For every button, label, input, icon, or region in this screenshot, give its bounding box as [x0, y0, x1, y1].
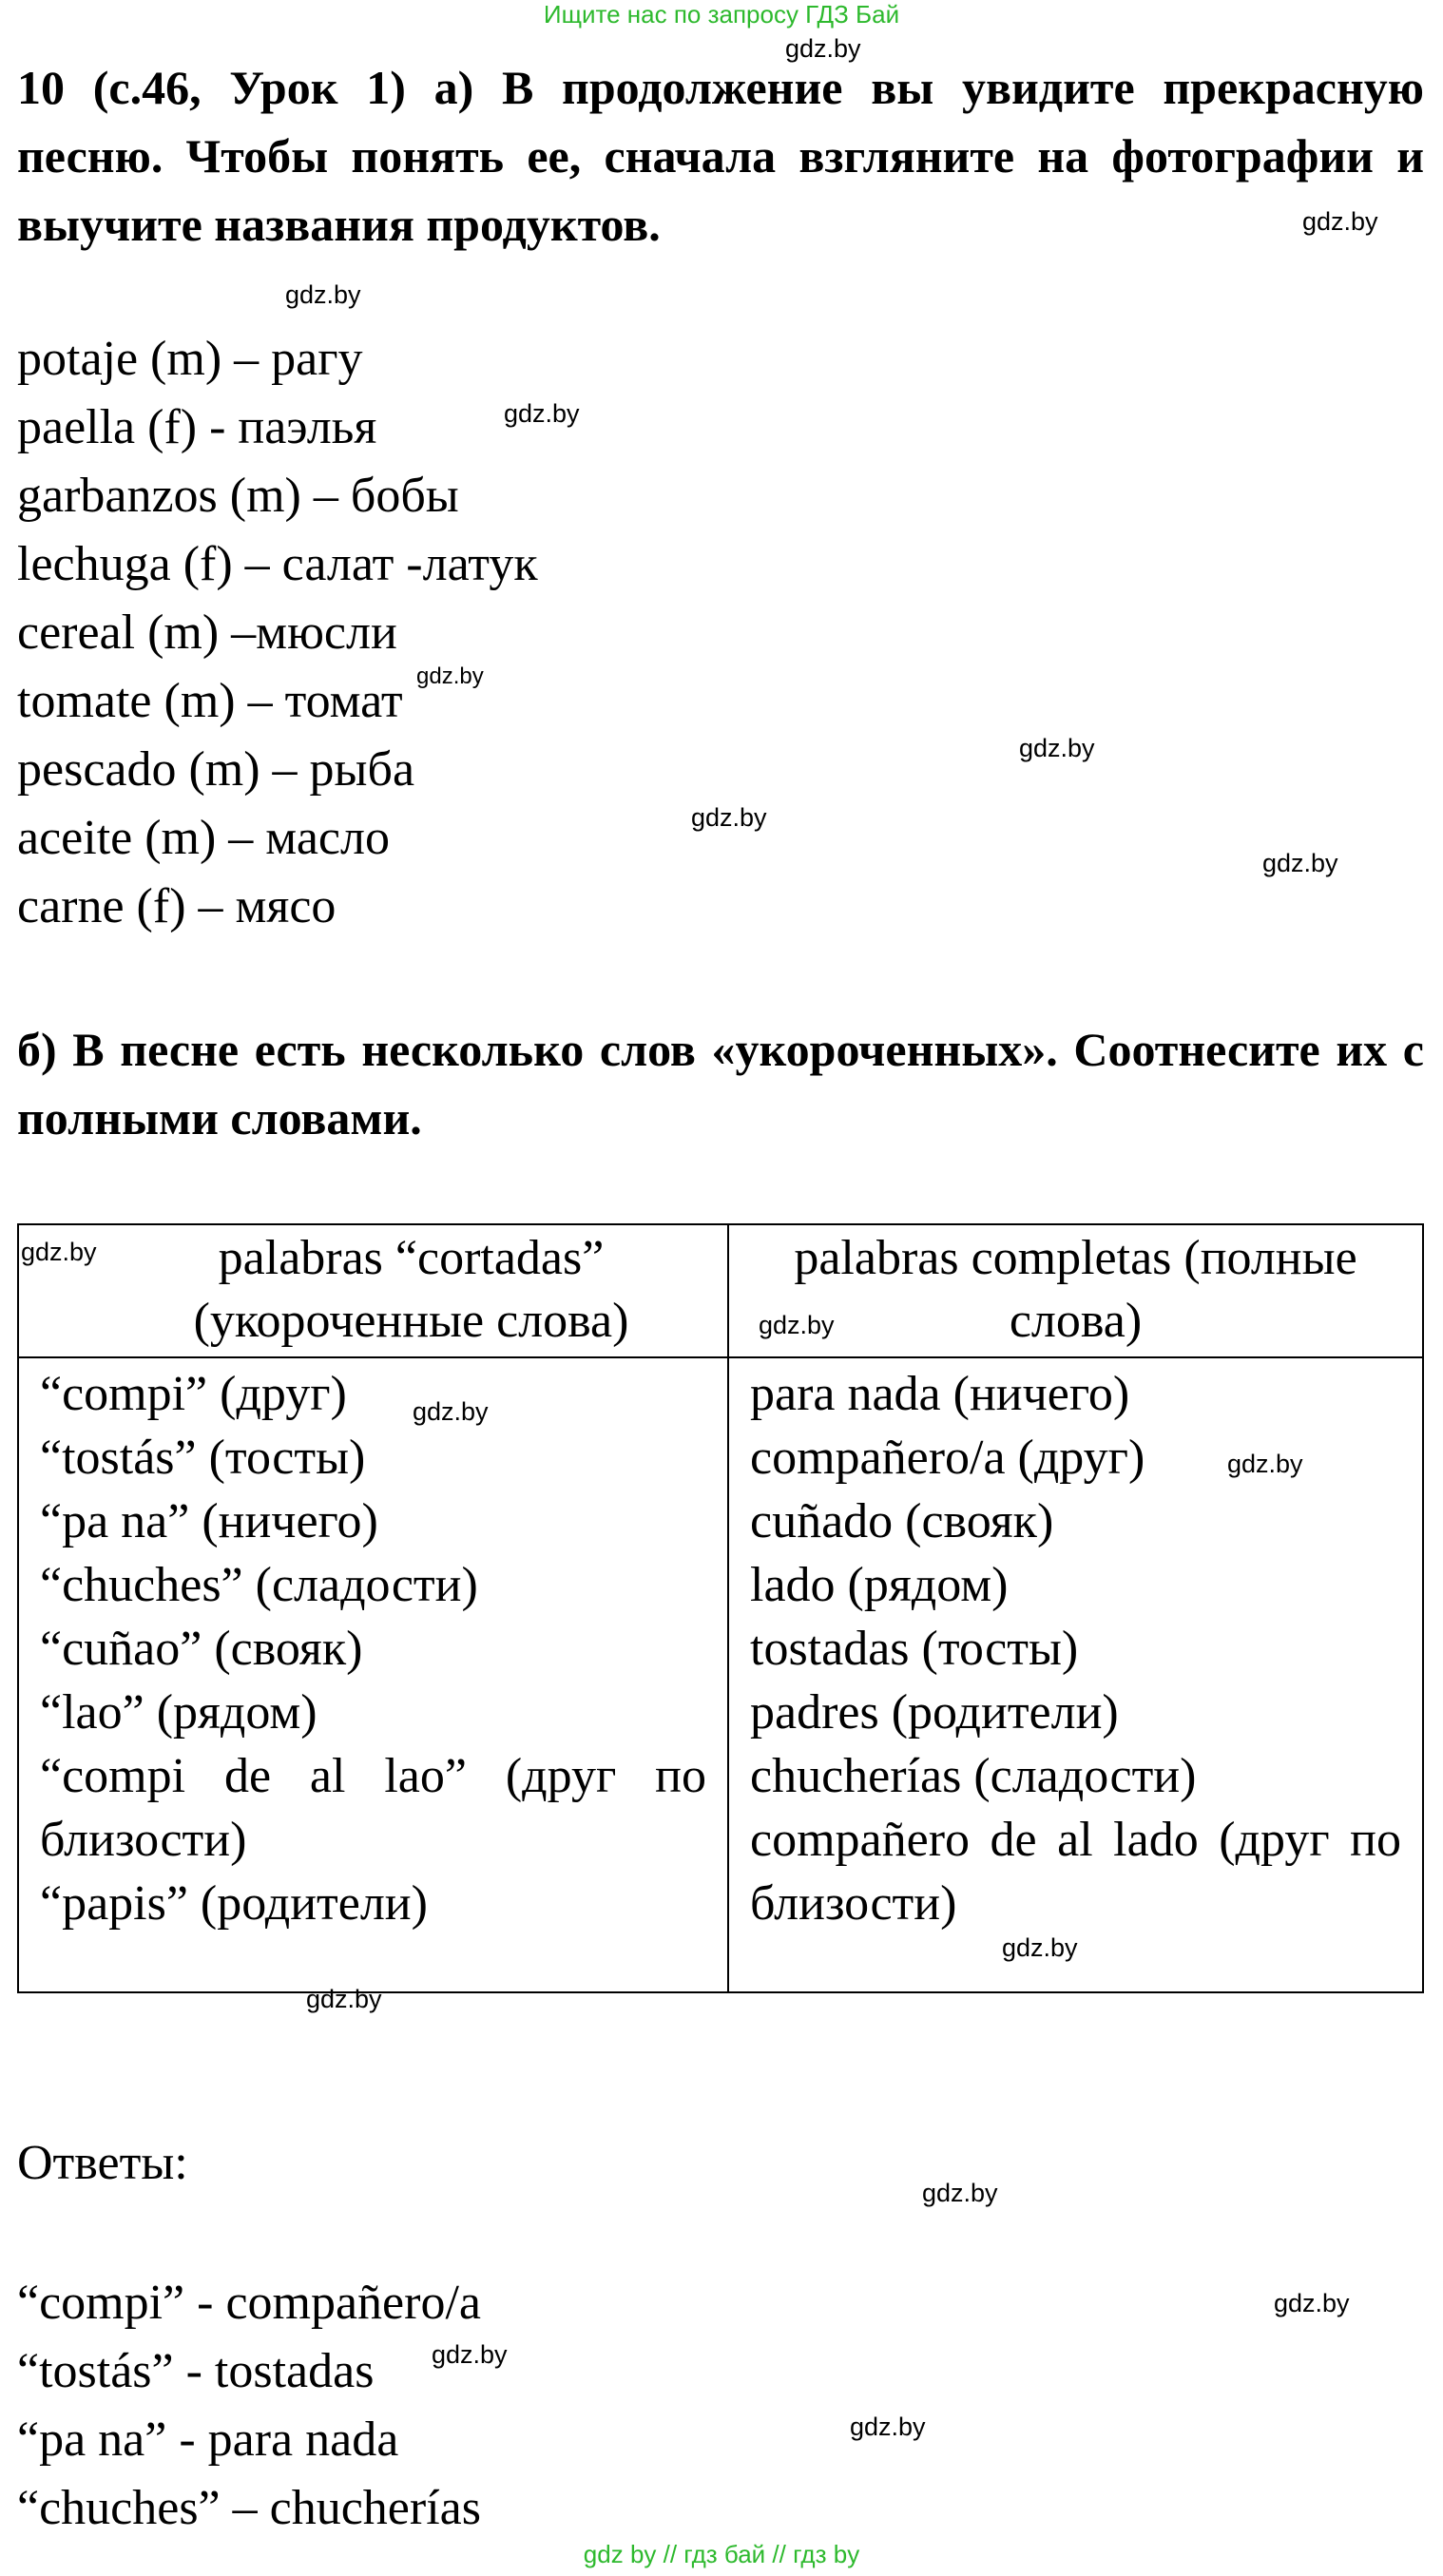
full-word: para nada (ничего) [750, 1367, 1130, 1421]
watermark: gdz.by [691, 803, 767, 832]
full-word: lado (рядом) [750, 1558, 1009, 1612]
shortened-word: “cuñao” (свояк) [40, 1622, 363, 1676]
matching-table [17, 1223, 1424, 1993]
vocab-item: tomate (m) – томат [17, 674, 403, 728]
shortened-word: “pa na” (ничего) [40, 1494, 378, 1548]
vocab-item: lechuga (f) – салат -латук [17, 537, 538, 591]
vocab-item: paella (f) - паэлья [17, 400, 377, 454]
answer-item: “chuches” – chucherías [17, 2481, 481, 2535]
answer-item: “compi” - compañero/a [17, 2276, 481, 2330]
answer-item: “pa na” - para nada [17, 2413, 399, 2467]
full-word: padres (родители) [750, 1685, 1119, 1740]
watermark: gdz.by [413, 1397, 489, 1426]
task-b-heading: б) В песне есть несколько слов «укороченных». Соотнесите их с полными словами. [17, 1023, 1424, 1144]
full-word: compañero/a (друг) [750, 1431, 1145, 1485]
vocab-item: garbanzos (m) – бобы [17, 469, 459, 523]
full-word: compañero de al lado (друг по близости) [750, 1813, 1401, 1931]
vocab-item: pescado (m) – рыба [17, 742, 415, 797]
shortened-word: “compi de al lao” (друг по близости) [40, 1749, 706, 1867]
full-word: tostadas (тосты) [750, 1622, 1079, 1676]
watermark: gdz.by [504, 399, 580, 428]
watermark: gdz.by [432, 2340, 508, 2369]
col2-cell [728, 1357, 1423, 1992]
watermark: gdz.by [1274, 2289, 1350, 2317]
watermark: gdz.by [21, 1238, 97, 1266]
task-a-heading: 10 (с.46, Урок 1) а) В продолжение вы увидите прекрасную песню. Чтобы понять ее, сначала взгляните на фотографии и выучите названия продуктов. [17, 61, 1424, 251]
shortened-word: “compi” (друг) [40, 1367, 347, 1421]
watermark: gdz.by [416, 663, 484, 689]
top-banner[interactable]: Ищите нас по запросу ГДЗ Бай [543, 0, 900, 29]
table-row [18, 1357, 1423, 1992]
col1-header: palabras “cortadas” (укороченные слова) [18, 1224, 728, 1357]
shortened-word: “lao” (рядом) [40, 1685, 317, 1740]
vocab-item: carne (f) – мясо [17, 879, 337, 933]
col1-cell [18, 1357, 728, 1992]
full-word: chucherías (сладости) [750, 1749, 1197, 1803]
answer-item: “tostás” - tostadas [17, 2344, 375, 2398]
vocab-item: aceite (m) – масло [17, 811, 390, 865]
shortened-word: “chuches” (сладости) [40, 1558, 478, 1612]
shortened-word: “tostás” (тосты) [40, 1431, 366, 1485]
watermark: gdz.by [922, 2179, 998, 2207]
watermark: gdz.by [1302, 207, 1378, 236]
answers-label: Ответы: [17, 2136, 188, 2190]
watermark: gdz.by [785, 34, 861, 63]
watermark: gdz.by [1262, 849, 1338, 877]
bottom-banner[interactable]: gdz by // гдз бай // гдз by [583, 2540, 860, 2568]
vocab-item: potaje (m) – рагу [17, 332, 363, 386]
shortened-word: “papis” (родители) [40, 1876, 428, 1931]
watermark: gdz.by [850, 2413, 926, 2441]
watermark: gdz.by [759, 1311, 835, 1339]
watermark: gdz.by [1002, 1933, 1078, 1962]
table-header-row [18, 1224, 1423, 1357]
col2-header: palabras completas (полные слова) [728, 1224, 1423, 1357]
vocab-item: cereal (m) –мюсли [17, 606, 397, 660]
watermark: gdz.by [306, 1985, 382, 2013]
watermark: gdz.by [285, 280, 361, 309]
watermark: gdz.by [1227, 1450, 1303, 1478]
watermark: gdz.by [1019, 734, 1095, 762]
full-word: cuñado (свояк) [750, 1494, 1054, 1548]
